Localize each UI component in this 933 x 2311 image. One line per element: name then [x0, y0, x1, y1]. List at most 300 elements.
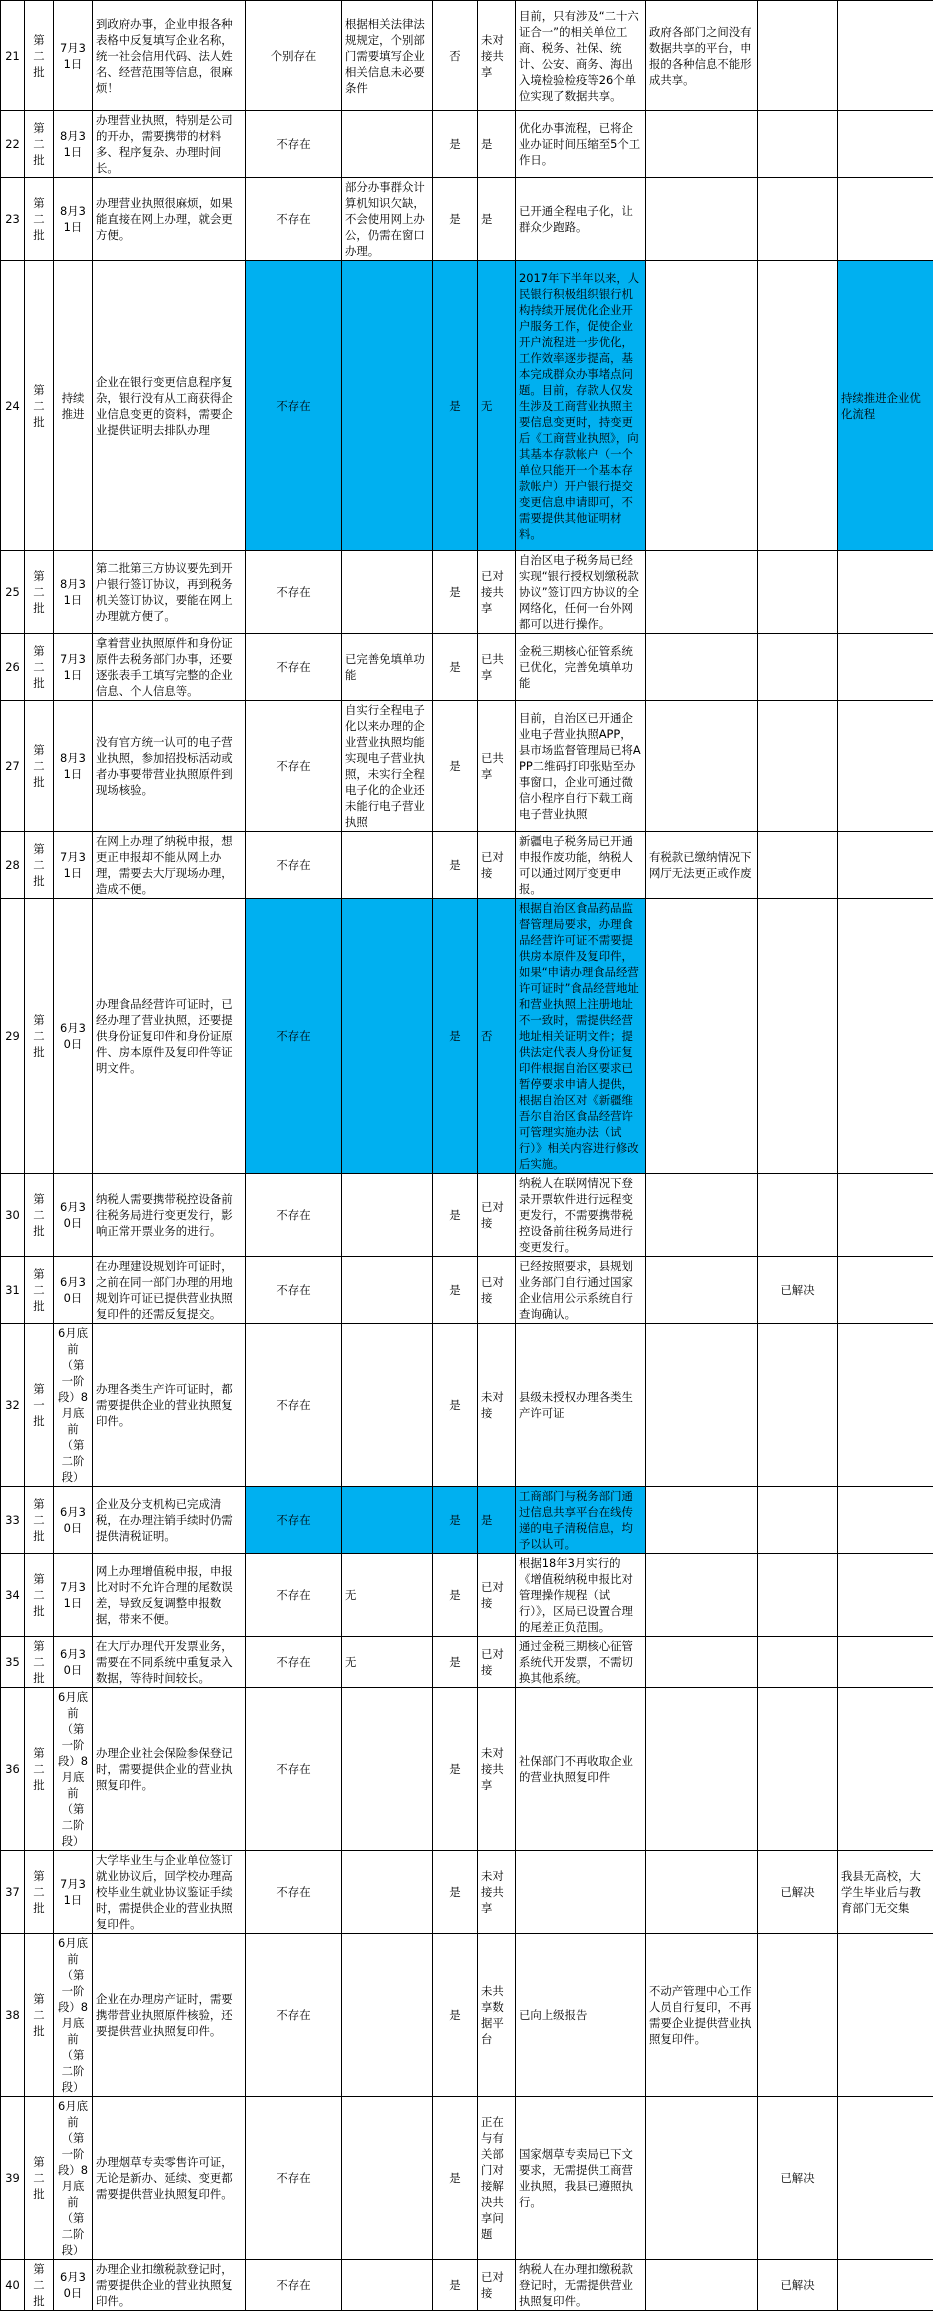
share-cell — [478, 1637, 516, 1688]
deadline-cell — [54, 1257, 93, 1324]
progress-cell — [516, 1324, 646, 1487]
row-number-text: 26 — [4, 659, 21, 675]
batch-cell-text: 第二批 — [28, 382, 50, 430]
note-cell — [838, 178, 933, 261]
row-number — [1, 111, 25, 178]
exists-cell-text: 不存在 — [249, 1282, 338, 1298]
row-number-text: 23 — [4, 211, 21, 227]
exists-cell-text: 不存在 — [249, 2007, 338, 2023]
share-cell-text: 未对接共享 — [481, 1745, 512, 1793]
resolved-cell-text: 已解决 — [761, 2170, 834, 2186]
note-cell — [838, 1324, 933, 1487]
status-cell-text: 是 — [436, 2170, 474, 2186]
row-number-text: 21 — [4, 48, 21, 64]
share-cell — [478, 1324, 516, 1487]
resolved-cell — [758, 111, 838, 178]
exists-cell — [246, 1487, 342, 1554]
resolved-cell — [758, 1, 838, 111]
row-number — [1, 2260, 25, 2311]
exists-cell-text: 不存在 — [249, 1654, 338, 1670]
status-cell-text: 是 — [436, 1282, 474, 1298]
share-cell-text: 已对接 — [481, 849, 512, 881]
basis-cell — [342, 178, 433, 261]
resolved-cell — [758, 701, 838, 832]
batch-cell-text: 第二批 — [28, 1571, 50, 1619]
row-number-text: 37 — [4, 1884, 21, 1900]
table-row — [1, 2260, 933, 2311]
row-number-text: 29 — [4, 1028, 21, 1044]
exists-cell — [246, 111, 342, 178]
deadline-cell-text: 6月30日 — [57, 1646, 89, 1678]
batch-cell-text: 第二批 — [28, 32, 50, 80]
note-cell — [838, 2260, 933, 2311]
exists-cell — [246, 261, 342, 551]
status-cell — [433, 634, 478, 701]
share-cell-text: 未对接 — [481, 1389, 512, 1421]
row-number-text: 35 — [4, 1654, 21, 1670]
batch-cell — [25, 899, 54, 1174]
progress-cell-text: 根据自治区食品药品监督管理局要求，办理食品经营许可证不需要提供房本原件及复印件，如果“申请办理食品经营许可证时”食品经营地址和营业执照上注册地址不一致时，需提供经营地址相关证明文件；提供法定代表人身份证复印件根据自治区要求已暂停要求申请人提供，根据自治区对《新疆维吾尔自治区食品经营许可管理实施办法（试行）》相关内容进行修改后实施。 — [519, 900, 642, 1172]
remark-cell-text: 政府各部门之间没有数据共享的平台，申报的各种信息不能形成共享。 — [649, 24, 754, 88]
row-number-text: 25 — [4, 584, 21, 600]
row-number-text: 32 — [4, 1397, 21, 1413]
batch-cell — [25, 111, 54, 178]
batch-cell-text: 第一批 — [28, 1381, 50, 1429]
status-cell-text: 是 — [436, 1512, 474, 1528]
batch-cell-text: 第二批 — [28, 1638, 50, 1686]
share-cell — [478, 2097, 516, 2260]
row-number — [1, 1934, 25, 2097]
deadline-cell — [54, 1487, 93, 1554]
basis-cell-text: 部分办事群众计算机知识欠缺，不会使用网上办公，仍需在窗口办理。 — [345, 179, 429, 259]
batch-cell-text: 第二批 — [28, 1868, 50, 1916]
basis-cell — [342, 1637, 433, 1688]
note-cell — [838, 1637, 933, 1688]
deadline-cell-text: 6月30日 — [57, 2269, 89, 2301]
share-cell — [478, 1, 516, 111]
deadline-cell-text: 7月31日 — [57, 849, 89, 881]
resolved-cell — [758, 261, 838, 551]
issue-cell-text: 企业及分支机构已完成清税，在办理注销手续时仍需提供清税证明。 — [96, 1496, 242, 1544]
row-number — [1, 1324, 25, 1487]
issue-cell — [93, 1554, 246, 1637]
status-cell-text: 是 — [436, 398, 474, 414]
resolved-cell — [758, 551, 838, 634]
batch-cell — [25, 2097, 54, 2260]
status-cell — [433, 261, 478, 551]
basis-cell — [342, 899, 433, 1174]
status-cell-text: 是 — [436, 211, 474, 227]
basis-cell — [342, 1257, 433, 1324]
batch-cell-text: 第二批 — [28, 643, 50, 691]
batch-cell — [25, 1257, 54, 1324]
batch-cell-text: 第二批 — [28, 2261, 50, 2309]
exists-cell — [246, 2097, 342, 2260]
issue-cell — [93, 1487, 246, 1554]
exists-cell-text: 不存在 — [249, 1207, 338, 1223]
resolved-cell — [758, 2097, 838, 2260]
batch-cell — [25, 261, 54, 551]
progress-cell-text: 社保部门不再收取企业的营业执照复印件 — [519, 1753, 642, 1785]
exists-cell — [246, 634, 342, 701]
status-cell-text: 是 — [436, 584, 474, 600]
row-number-text: 30 — [4, 1207, 21, 1223]
share-cell — [478, 1934, 516, 2097]
share-cell — [478, 551, 516, 634]
progress-cell-text: 工商部门与税务部门通过信息共享平台在线传递的电子清税信息，均予以认可。 — [519, 1488, 642, 1552]
batch-cell — [25, 701, 54, 832]
issue-cell-text: 纳税人需要携带税控设备前往税务局进行变更发行，影响正常开票业务的进行。 — [96, 1191, 242, 1239]
deadline-cell-text: 6月30日 — [57, 1274, 89, 1306]
progress-cell-text: 自治区电子税务局已经实现“银行授权划缴税款协议”签订四方协议的全网络化，任何一台外网都可以进行操作。 — [519, 552, 642, 632]
deadline-cell — [54, 1851, 93, 1934]
row-number-text: 33 — [4, 1512, 21, 1528]
status-cell — [433, 1324, 478, 1487]
batch-cell — [25, 1554, 54, 1637]
remark-cell — [646, 1324, 758, 1487]
share-cell — [478, 1688, 516, 1851]
row-number-text: 38 — [4, 2007, 21, 2023]
table-row — [1, 1257, 933, 1324]
deadline-cell-text: 7月31日 — [57, 40, 89, 72]
note-cell — [838, 111, 933, 178]
progress-cell — [516, 1257, 646, 1324]
basis-cell-text: 根据相关法律法规规定，个别部门需要填写企业相关信息未必要条件 — [345, 16, 429, 96]
deadline-cell-text: 8月31日 — [57, 203, 89, 235]
issue-cell — [93, 832, 246, 899]
deadline-cell-text: 6月底前（第一阶段）8月底前（第二阶段） — [57, 2098, 89, 2258]
issue-cell — [93, 634, 246, 701]
table-row — [1, 178, 933, 261]
table-row — [1, 261, 933, 551]
deadline-cell — [54, 551, 93, 634]
progress-cell-text: 金税三期核心征管系统已优化，完善免填单功能 — [519, 643, 642, 691]
resolved-cell — [758, 1637, 838, 1688]
status-cell — [433, 832, 478, 899]
resolved-cell-text: 已解决 — [761, 1282, 834, 1298]
row-number-text: 36 — [4, 1761, 21, 1777]
deadline-cell — [54, 261, 93, 551]
batch-cell — [25, 2260, 54, 2311]
issue-cell — [93, 551, 246, 634]
issue-cell-text: 办理营业执照，特别是公司的开办，需要携带的材料多、程序复杂、办理时间长。 — [96, 112, 242, 176]
row-number — [1, 261, 25, 551]
remark-cell — [646, 1257, 758, 1324]
share-cell-text: 已对接 — [481, 2269, 512, 2301]
exists-cell — [246, 1851, 342, 1934]
progress-cell — [516, 1487, 646, 1554]
progress-cell — [516, 899, 646, 1174]
deadline-cell — [54, 634, 93, 701]
row-number — [1, 1688, 25, 1851]
deadline-cell — [54, 1174, 93, 1257]
note-cell — [838, 1257, 933, 1324]
progress-cell — [516, 1688, 646, 1851]
exists-cell-text: 不存在 — [249, 857, 338, 873]
exists-cell-text: 不存在 — [249, 398, 338, 414]
batch-cell-text: 第二批 — [28, 120, 50, 168]
status-cell — [433, 701, 478, 832]
issue-cell-text: 在办理建设规划许可证时，之前在同一部门办理的用地规划许可证已提供营业执照复印件的还需反复提交。 — [96, 1258, 242, 1322]
status-cell — [433, 1637, 478, 1688]
row-number — [1, 2097, 25, 2260]
issue-cell — [93, 1851, 246, 1934]
exists-cell-text: 不存在 — [249, 758, 338, 774]
remark-cell — [646, 701, 758, 832]
status-cell-text: 是 — [436, 1654, 474, 1670]
table-row — [1, 1, 933, 111]
issue-cell-text: 办理营业执照很麻烦，如果能直接在网上办理，就会更方便。 — [96, 195, 242, 243]
issue-cell-text: 在网上办理了纳税申报，想更正申报却不能从网上办理，需要去大厅现场办理，造成不便。 — [96, 833, 242, 897]
basis-cell — [342, 1, 433, 111]
status-cell — [433, 1, 478, 111]
status-cell-text: 是 — [436, 1884, 474, 1900]
exists-cell-text: 不存在 — [249, 1884, 338, 1900]
status-cell-text: 是 — [436, 1761, 474, 1777]
basis-cell-text: 无 — [345, 1654, 429, 1670]
table-row — [1, 1174, 933, 1257]
note-cell — [838, 261, 933, 551]
exists-cell — [246, 1637, 342, 1688]
table-row — [1, 701, 933, 832]
table-row — [1, 634, 933, 701]
progress-cell — [516, 178, 646, 261]
deadline-cell — [54, 1688, 93, 1851]
deadline-cell-text: 7月31日 — [57, 1579, 89, 1611]
progress-cell-text: 已向上级报告 — [519, 2007, 642, 2023]
share-cell — [478, 1174, 516, 1257]
note-cell — [838, 701, 933, 832]
progress-cell — [516, 1851, 646, 1934]
deadline-cell-text: 6月30日 — [57, 1199, 89, 1231]
issue-cell-text: 企业在办理房产证时，需要携带营业执照原件核验，还要提供营业执照复印件。 — [96, 1991, 242, 2039]
issue-cell-text: 第二批第三方协议要先到开户银行签订协议，再到税务机关签订协议，要能在网上办理就方便了。 — [96, 560, 242, 624]
share-cell-text: 已对接共享 — [481, 568, 512, 616]
resolved-cell — [758, 1851, 838, 1934]
status-cell-text: 是 — [436, 1207, 474, 1223]
share-cell — [478, 2260, 516, 2311]
resolved-cell-text: 已解决 — [761, 2277, 834, 2293]
basis-cell — [342, 2260, 433, 2311]
status-cell-text: 是 — [436, 2277, 474, 2293]
share-cell-text: 已对接 — [481, 1274, 512, 1306]
issue-cell-text: 拿着营业执照原件和身份证原件去税务部门办事，还要逐张表手工填写完整的企业信息、个人信息等。 — [96, 635, 242, 699]
share-cell-text: 否 — [481, 1028, 512, 1044]
issue-cell — [93, 178, 246, 261]
progress-cell-text: 已经按照要求，县规划业务部门自行通过国家企业信用公示系统自行查询确认。 — [519, 1258, 642, 1322]
table-row — [1, 2097, 933, 2260]
exists-cell-text: 不存在 — [249, 1512, 338, 1528]
remark-cell — [646, 1851, 758, 1934]
issue-cell — [93, 1324, 246, 1487]
exists-cell — [246, 1554, 342, 1637]
progress-cell — [516, 261, 646, 551]
note-cell-text: 持续推进企业优化流程 — [841, 390, 930, 422]
share-cell-text: 已对接 — [481, 1199, 512, 1231]
row-number — [1, 1637, 25, 1688]
status-cell — [433, 2097, 478, 2260]
status-cell-text: 是 — [436, 758, 474, 774]
progress-cell-text: 纳税人在办理扣缴税款登记时，无需提供营业执照复印件。 — [519, 2261, 642, 2309]
share-cell — [478, 701, 516, 832]
exists-cell-text: 个别存在 — [249, 48, 338, 64]
basis-cell-text: 自实行全程电子化以来办理的企业营业执照均能实现电子营业执照，未实行全程电子化的企业还未能行电子营业执照 — [345, 702, 429, 830]
issue-cell — [93, 1257, 246, 1324]
batch-cell — [25, 1487, 54, 1554]
row-number — [1, 1851, 25, 1934]
progress-cell — [516, 1554, 646, 1637]
remark-cell — [646, 111, 758, 178]
exists-cell — [246, 1934, 342, 2097]
batch-cell-text: 第二批 — [28, 195, 50, 243]
row-number — [1, 701, 25, 832]
deadline-cell-text: 6月30日 — [57, 1504, 89, 1536]
remark-cell — [646, 178, 758, 261]
basis-cell — [342, 1324, 433, 1487]
note-cell — [838, 634, 933, 701]
status-cell — [433, 551, 478, 634]
note-cell — [838, 1487, 933, 1554]
status-cell — [433, 1688, 478, 1851]
status-cell — [433, 1851, 478, 1934]
share-cell-text: 未共享数据平台 — [481, 1983, 512, 2047]
share-cell-text: 是 — [481, 211, 512, 227]
row-number — [1, 551, 25, 634]
exists-cell-text: 不存在 — [249, 2170, 338, 2186]
remark-cell — [646, 899, 758, 1174]
table-body — [1, 1, 933, 2311]
note-cell — [838, 1554, 933, 1637]
exists-cell-text: 不存在 — [249, 211, 338, 227]
deadline-cell-text: 持续推进 — [57, 390, 89, 422]
progress-cell-text: 通过金税三期核心征管系统代开发票，不需切换其他系统。 — [519, 1638, 642, 1686]
share-cell-text: 未对接共享 — [481, 32, 512, 80]
row-number-text: 31 — [4, 1282, 21, 1298]
issue-cell-text: 网上办理增值税申报，申报比对时不允许合理的尾数误差，导致反复调整申报数据，带来不便。 — [96, 1563, 242, 1627]
batch-cell — [25, 178, 54, 261]
resolved-cell — [758, 899, 838, 1174]
note-cell — [838, 899, 933, 1174]
batch-cell — [25, 1324, 54, 1487]
issue-cell — [93, 2260, 246, 2311]
note-cell — [838, 1688, 933, 1851]
exists-cell-text: 不存在 — [249, 584, 338, 600]
batch-cell-text: 第二批 — [28, 1191, 50, 1239]
progress-cell — [516, 111, 646, 178]
table-row — [1, 1637, 933, 1688]
resolved-cell — [758, 1324, 838, 1487]
deadline-cell — [54, 178, 93, 261]
exists-cell-text: 不存在 — [249, 659, 338, 675]
basis-cell — [342, 261, 433, 551]
remark-cell-text: 不动产管理中心工作人员自行复印，不再需要企业提供营业执照复印件。 — [649, 1983, 754, 2047]
status-cell-text: 否 — [436, 48, 474, 64]
basis-cell — [342, 634, 433, 701]
share-cell-text: 是 — [481, 136, 512, 152]
exists-cell — [246, 1257, 342, 1324]
remark-cell — [646, 261, 758, 551]
status-cell-text: 是 — [436, 1028, 474, 1044]
issue-cell-text: 办理各类生产许可证时，都需要提供企业的营业执照复印件。 — [96, 1381, 242, 1429]
note-cell — [838, 832, 933, 899]
progress-cell-text: 根据18年3月实行的《增值税纳税申报比对管理操作规程（试行）》，区局已设置合理的尾差正负范围。 — [519, 1555, 642, 1635]
issue-cell — [93, 2097, 246, 2260]
batch-cell-text: 第二批 — [28, 841, 50, 889]
exists-cell — [246, 832, 342, 899]
row-number-text: 27 — [4, 758, 21, 774]
issue-cell — [93, 261, 246, 551]
resolved-cell — [758, 1174, 838, 1257]
exists-cell — [246, 1688, 342, 1851]
share-cell-text: 已共享 — [481, 750, 512, 782]
exists-cell — [246, 1174, 342, 1257]
status-cell — [433, 1257, 478, 1324]
progress-cell — [516, 2260, 646, 2311]
progress-cell-text: 国家烟草专卖局已下文要求，无需提供工商营业执照，我县已遵照执行。 — [519, 2146, 642, 2210]
remark-cell — [646, 634, 758, 701]
progress-cell-text: 2017年下半年以来，人民银行积极组织银行机构持续开展优化企业开户服务工作，促使企业开户流程进一步优化，工作效率逐步提高，基本完成群众办事堵点问题。目前，存款人仅发生涉及工商营业执照主要信息变更时，持变更后《工商营业执照》，向其基本存款帐户（一个单位只能开一个基本存款帐户）开户银行提交变更信息申请即可，不需要提供其他证明材料。 — [519, 270, 642, 542]
deadline-cell-text: 8月31日 — [57, 750, 89, 782]
remark-cell — [646, 1554, 758, 1637]
deadline-cell — [54, 1637, 93, 1688]
exists-cell — [246, 701, 342, 832]
remark-cell — [646, 1487, 758, 1554]
exists-cell — [246, 551, 342, 634]
resolved-cell — [758, 1487, 838, 1554]
exists-cell — [246, 178, 342, 261]
progress-cell — [516, 701, 646, 832]
issue-cell-text: 在大厅办理代开发票业务，需要在不同系统中重复录入数据，等待时间较长。 — [96, 1638, 242, 1686]
status-cell-text: 是 — [436, 857, 474, 873]
row-number — [1, 1554, 25, 1637]
progress-cell — [516, 1934, 646, 2097]
remark-cell — [646, 1637, 758, 1688]
exists-cell-text: 不存在 — [249, 1397, 338, 1413]
basis-cell — [342, 1554, 433, 1637]
status-cell — [433, 1174, 478, 1257]
note-cell — [838, 2097, 933, 2260]
share-cell — [478, 178, 516, 261]
batch-cell-text: 第二批 — [28, 568, 50, 616]
batch-cell-text: 第二批 — [28, 1496, 50, 1544]
resolved-cell — [758, 832, 838, 899]
row-number-text: 40 — [4, 2277, 21, 2293]
issue-cell — [93, 1934, 246, 2097]
batch-cell — [25, 832, 54, 899]
deadline-cell-text: 8月31日 — [57, 128, 89, 160]
table-row — [1, 1324, 933, 1487]
progress-cell — [516, 634, 646, 701]
issue-cell-text: 办理烟草专卖零售许可证，无论是新办、延续、变更都需要提供营业执照复印件。 — [96, 2154, 242, 2202]
share-cell-text: 无 — [481, 398, 512, 414]
issue-cell-text: 办理企业社会保险参保登记时，需要提供企业的营业执照复印件。 — [96, 1745, 242, 1793]
issue-cell — [93, 111, 246, 178]
basis-cell — [342, 1934, 433, 2097]
batch-cell-text: 第二批 — [28, 1012, 50, 1060]
status-cell — [433, 1487, 478, 1554]
share-cell — [478, 1487, 516, 1554]
status-cell-text: 是 — [436, 136, 474, 152]
deadline-cell-text: 8月31日 — [57, 576, 89, 608]
status-cell-text: 是 — [436, 659, 474, 675]
row-number — [1, 1, 25, 111]
remark-cell — [646, 2260, 758, 2311]
status-cell — [433, 899, 478, 1174]
row-number — [1, 178, 25, 261]
exists-cell — [246, 1, 342, 111]
batch-cell — [25, 1851, 54, 1934]
exists-cell — [246, 899, 342, 1174]
